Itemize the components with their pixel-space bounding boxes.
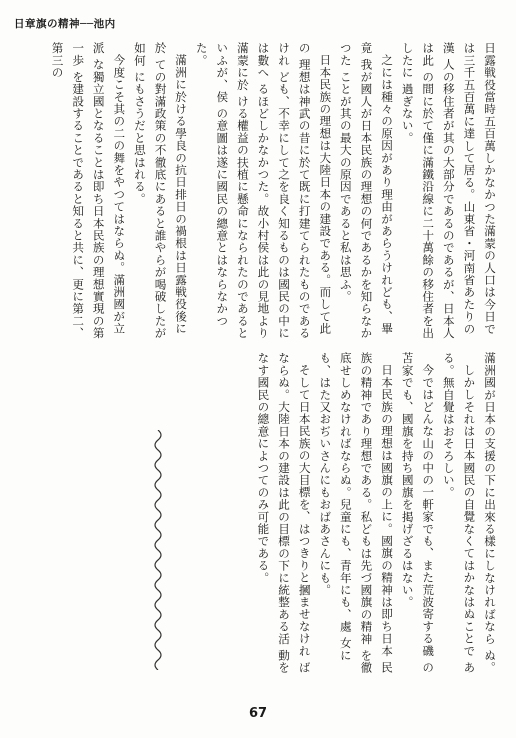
paragraph: 日本民族の理想は國旗の上に。國旗の精神は即ち日本 民族の精神であり理想である。私どもは先づ國旗の精神 を徹底せしめなければならぬ。兒童にも、青年にも、處 女にも、はた又おぢいさんにもおばあさんにも。 [318, 352, 395, 674]
paragraph: そして日本民族の大目標を、はつきりと摑ませなけれ ばならぬ。大陸日本の建設は此の目標の下に統整ある活 動をなす國民の總意によつてのみ可能である。 [256, 352, 312, 674]
wavy-divider [150, 430, 166, 670]
upper-text-column [14, 42, 500, 342]
paragraph: 日本民族の理想は大陸日本の建設である。而して此の 理想は神武の昔に於て既に打建てられたものであるけれ ども、不幸にして之を良く知るものは國民の中には數へ るほどしかなかつた。故小村侯は此の見地より滿蒙に於 ける權益の扶植に懸命になられたのであるといふが、侯 の意圖は遂に國民の總意とはならなかつた。 [194, 42, 333, 340]
page-number: 67 [248, 706, 268, 721]
running-head: 日章旗の精神──池内 [14, 18, 116, 30]
paragraph: 滿洲國が日本の支援の下に出來る樣にしなければなら ぬ。 [483, 352, 497, 674]
paragraph: 之には種々の原因があり理由があらうけれども、畢竟 我が國人が日本民族の理想の何であるかを知らなかつた ことが其の最大の原因であると私は思ふ。 [338, 42, 395, 340]
lower-text-column [160, 352, 500, 682]
paragraph: 今ではどんな山の中の一軒家でも、また荒波寄する磯 の苫家でも、國旗を持ち國旗を掲げざるはない。 [400, 352, 436, 673]
paragraph: 滿洲に於ける學良の抗日排日の禍根は日露戦役後に於 ての對滿政策の不徹底にあると誰やらが喝破したが如何 にもさうだと思はれる。 [132, 42, 189, 340]
paragraph: 今度こそ其の二の舞をやつてはならぬ。滿洲國が立派 な獨立國となることは即ち日本民族の理想實現の第一歩 を建設することであると知ると共に、更に第二、第三の [50, 42, 127, 340]
paragraph: しかしそれは日本國民の自覺なくてはかなはぬことで ある。無自覺はおそろしい。 [441, 352, 477, 673]
paragraph: 日露戦役當時五百萬しかなかつた滿蒙の人口は今日で は三千五百萬に達して居る。山東省・河南省あたりの漢 人の移住者が其の大部分であるのであるが、日本人は此 の間に於て僅に滿鐵沿線に二十萬餘の移住者を出したに 過ぎない。 [400, 42, 497, 340]
